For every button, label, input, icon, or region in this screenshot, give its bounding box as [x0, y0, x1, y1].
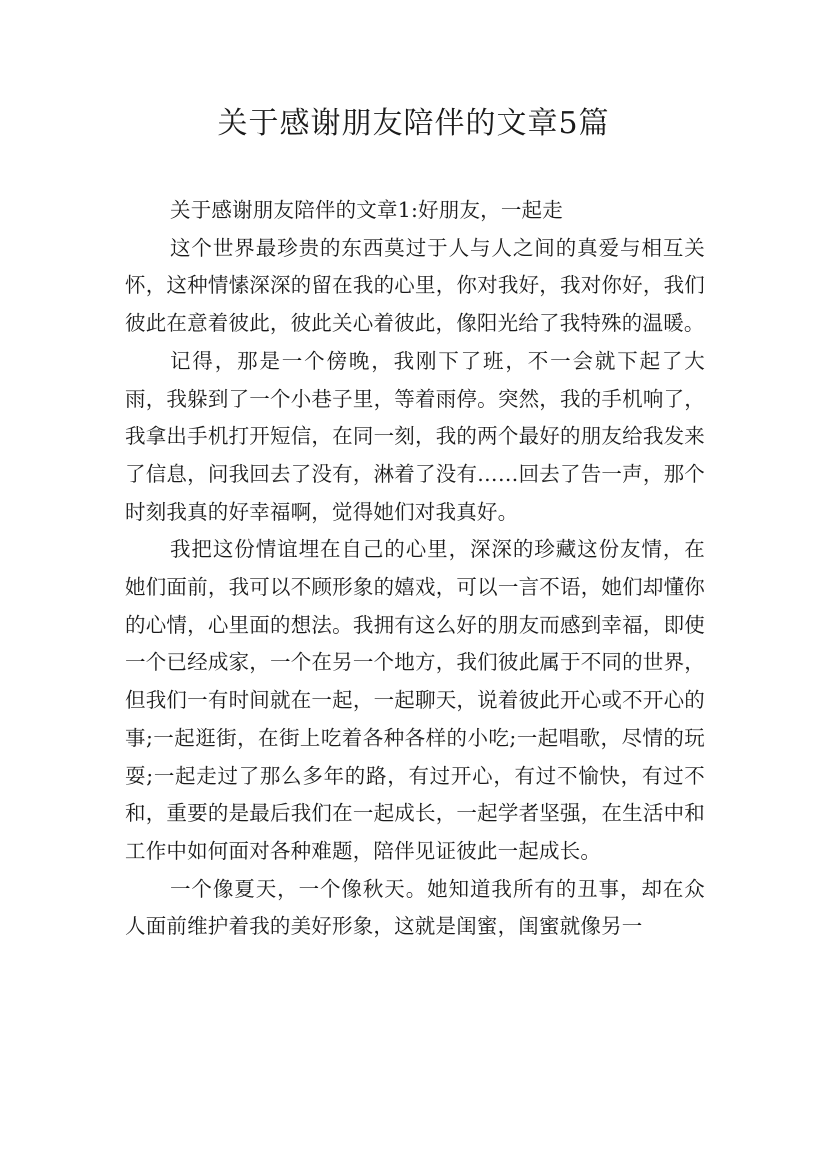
paragraph-3: 我把这份情谊埋在自己的心里，深深的珍藏这份友情，在她们面前，我可以不顾形象的嬉戏，可以一言不语，她们却懂你的心情，心里面的想法。我拥有这么好的朋友而感到幸福，即使一个已经成家，一个在另一个地方，我们彼此属于不同的世界，但我们一有时间就在一起，一起聊天，说着彼此开心或不开心的事;一起逛街，在街上吃着各种各样的小吃;一起唱歌，尽情的玩耍;一起走过了那么多年的路，有过开心，有过不愉快，有过不和，重要的是最后我们在一起成长，一起学者坚强，在生活中和工作中如何面对各种难题，陪伴见证彼此一起成长。	[125, 537, 705, 863]
paragraph-1: 这个世界最珍贵的东西莫过于人与人之间的真爱与相互关怀，这种情愫深深的留在我的心里，你对我好，我对你好，我们彼此在意着彼此，彼此关心着彼此，像阳光给了我特殊的温暖。	[125, 235, 705, 336]
section-heading: 关于感谢朋友陪伴的文章1:好朋友，一起走	[170, 198, 563, 222]
paragraph-2: 记得，那是一个傍晚，我刚下了班，不一会就下起了大雨，我躲到了一个小巷子里，等着雨停。突然，我的手机响了，我拿出手机打开短信，在同一刻，我的两个最好的朋友给我发来了信息，问我回去了没有，淋着了没有……回去了告一声，那个时刻我真的好幸福啊，觉得她们对我真好。	[125, 348, 705, 524]
paragraph-4: 一个像夏天，一个像秋天。她知道我所有的丑事，却在众人面前维护着我的美好形象，这就是闺蜜，闺蜜就像另一	[125, 876, 705, 939]
document-body	[125, 192, 705, 946]
document-title: 关于感谢朋友陪伴的文章5篇	[217, 106, 610, 141]
